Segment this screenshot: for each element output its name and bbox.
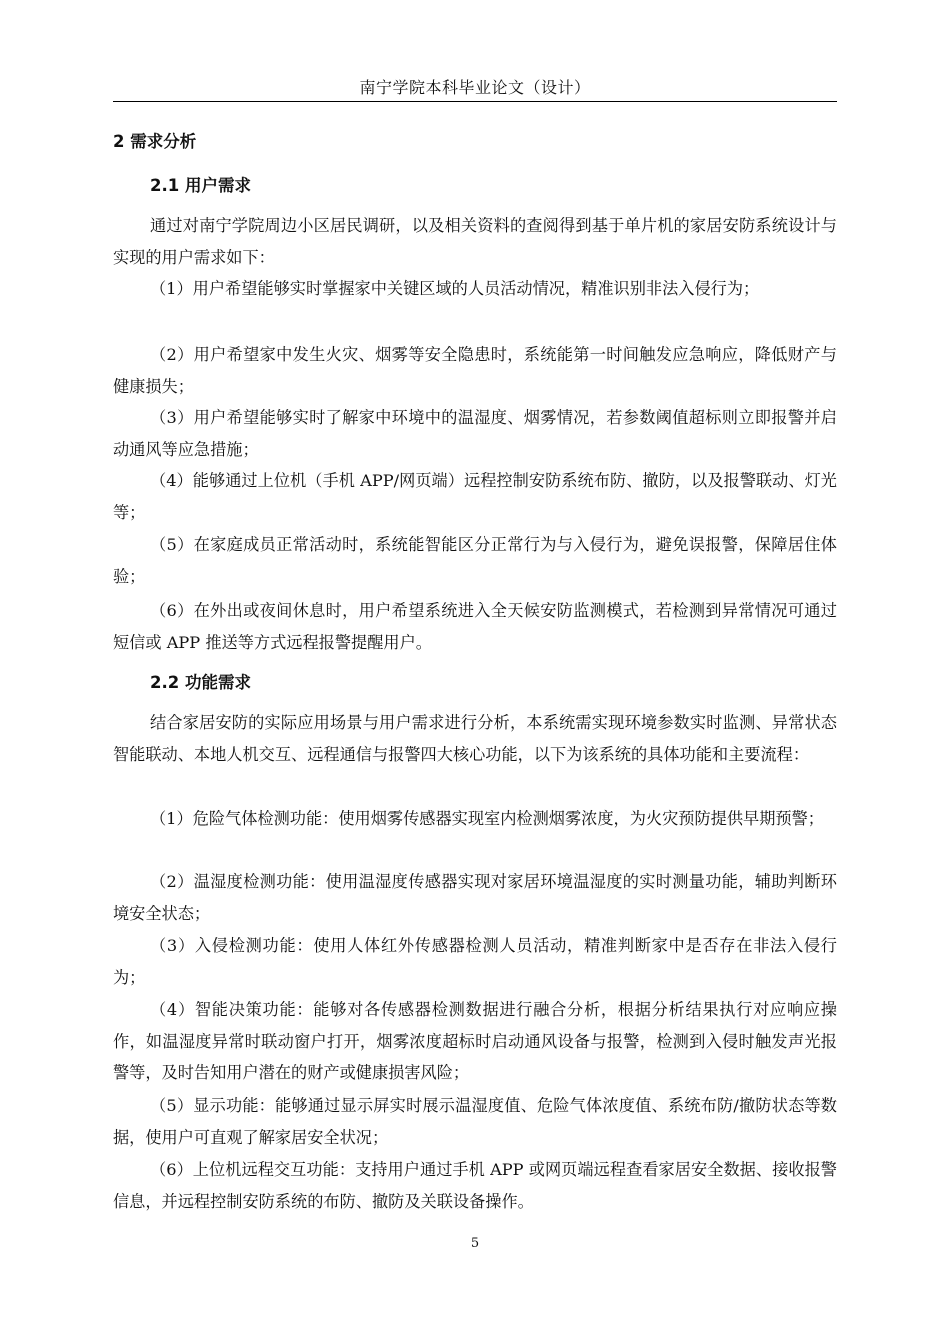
paragraph-intro-functional: 结合家居安防的实际应用场景与用户需求进行分析，本系统需实现环境参数实时监测、异常状态智能联动、本地人机交互、远程通信与报警四大核心功能，以下为该系统的具体功能和主要流程： [113, 713, 837, 764]
list-item-user-6: （6）在外出或夜间休息时，用户希望系统进入全天候安防监测模式，若检测到异常情况可通过短信或 APP 推送等方式远程报警提醒用户。 [113, 601, 837, 652]
paragraph-intro-user: 通过对南宁学院周边小区居民调研，以及相关资料的查阅得到基于单片机的家居安防系统设计与实现的用户需求如下： [113, 216, 837, 267]
subsection-heading-user-requirements: 2.1 用户需求 [150, 176, 251, 195]
header-divider [113, 101, 837, 102]
list-item-func-6: （6）上位机远程交互功能：支持用户通过手机 APP 或网页端远程查看家居安全数据、接收报警信息，并远程控制安防系统的布防、撤防及关联设备操作。 [113, 1160, 837, 1211]
list-item-func-5: （5）显示功能：能够通过显示屏实时展示温湿度值、危险气体浓度值、系统布防/撤防状态等数据，使用户可直观了解家居安全状况； [113, 1096, 837, 1147]
list-item-func-4: （4）智能决策功能：能够对各传感器检测数据进行融合分析，根据分析结果执行对应响应操作，如温湿度异常时联动窗户打开，烟雾浓度超标时启动通风设备与报警，检测到入侵时触发声光报警等，及时告知用户潜在的财产或健康损害风险； [113, 1000, 837, 1082]
list-item-func-3: （3）入侵检测功能：使用人体红外传感器检测人员活动，精准判断家中是否存在非法入侵行为； [113, 936, 837, 987]
subsection-heading-functional-requirements: 2.2 功能需求 [150, 673, 251, 692]
list-item-user-3: （3）用户希望能够实时了解家中环境中的温湿度、烟雾情况，若参数阈值超标则立即报警并启动通风等应急措施； [113, 408, 837, 459]
page-header-title: 南宁学院本科毕业论文（设计） [359, 78, 591, 97]
page-number: 5 [470, 1236, 480, 1251]
list-item-user-1: （1）用户希望能够实时掌握家中关键区域的人员活动情况，精准识别非法入侵行为； [150, 279, 760, 298]
section-heading: 2 需求分析 [113, 132, 197, 151]
list-item-user-5: （5）在家庭成员正常活动时，系统能智能区分正常行为与入侵行为，避免误报警，保障居住体验； [113, 535, 837, 586]
list-item-user-4: （4）能够通过上位机（手机 APP/网页端）远程控制安防系统布防、撤防，以及报警联动、灯光等； [113, 471, 837, 522]
list-item-user-2: （2）用户希望家中发生火灾、烟雾等安全隐患时，系统能第一时间触发应急响应，降低财产与健康损失； [113, 345, 837, 396]
list-item-func-2: （2）温湿度检测功能：使用温湿度传感器实现对家居环境温湿度的实时测量功能，辅助判断环境安全状态； [113, 872, 837, 923]
list-item-func-1: （1）危险气体检测功能：使用烟雾传感器实现室内检测烟雾浓度，为火灾预防提供早期预警； [150, 809, 824, 828]
